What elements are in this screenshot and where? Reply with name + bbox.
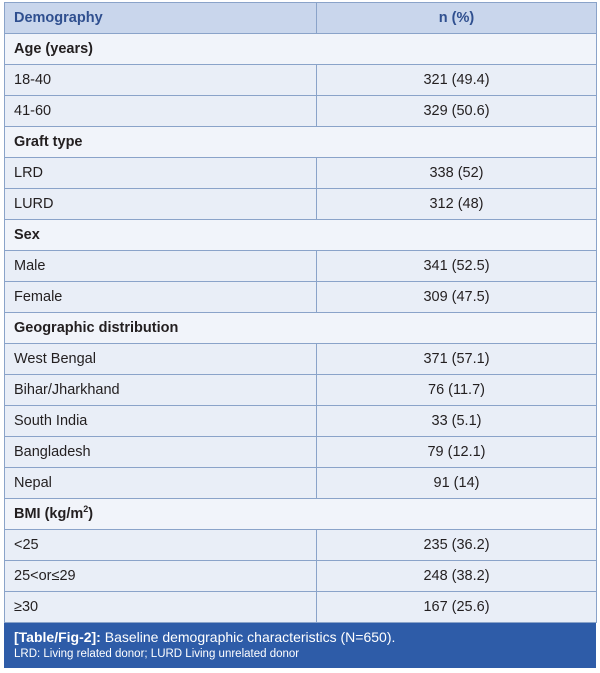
row-label: 41-60	[5, 96, 317, 127]
table-row	[5, 437, 597, 468]
header-n-percent: n (%)	[317, 3, 597, 34]
row-label: Bihar/Jharkhand	[5, 375, 317, 406]
row-label: Nepal	[5, 468, 317, 499]
row-value: 329 (50.6)	[317, 96, 597, 127]
row-value: 309 (47.5)	[317, 282, 597, 313]
section-title	[5, 127, 597, 158]
row-value: 33 (5.1)	[317, 406, 597, 437]
table-row	[5, 468, 597, 499]
caption-text: Baseline demographic characteristics (N=650).	[100, 629, 396, 645]
section-row	[5, 220, 597, 251]
section-title-text: Age (years)	[14, 40, 93, 57]
section-title	[5, 34, 597, 65]
row-label: South India	[5, 406, 317, 437]
section-row	[5, 127, 597, 158]
section-title-text: Geographic distribution	[14, 319, 179, 336]
row-value: 338 (52)	[317, 158, 597, 189]
row-label: Male	[5, 251, 317, 282]
row-label: West Bengal	[5, 344, 317, 375]
table-row	[5, 65, 597, 96]
section-title	[5, 220, 597, 251]
table-row	[5, 96, 597, 127]
row-value: 341 (52.5)	[317, 251, 597, 282]
row-label: Bangladesh	[5, 437, 317, 468]
row-value: 371 (57.1)	[317, 344, 597, 375]
section-title	[5, 499, 597, 530]
section-title-text: Sex	[14, 226, 40, 243]
table-row	[5, 282, 597, 313]
row-value: 312 (48)	[317, 189, 597, 220]
section-title-superscript: 2	[83, 503, 89, 514]
row-value: 91 (14)	[317, 468, 597, 499]
section-row	[5, 499, 597, 530]
row-value: 79 (12.1)	[317, 437, 597, 468]
table-row	[5, 561, 597, 592]
section-row	[5, 34, 597, 65]
row-label: <25	[5, 530, 317, 561]
row-label: 18-40	[5, 65, 317, 96]
row-value: 248 (38.2)	[317, 561, 597, 592]
row-value: 235 (36.2)	[317, 530, 597, 561]
table-header-row	[5, 3, 597, 34]
table-body	[5, 34, 597, 623]
section-title-text: BMI (kg/m	[14, 505, 84, 522]
table-row	[5, 530, 597, 561]
table-row	[5, 189, 597, 220]
table-row	[5, 251, 597, 282]
table-row	[5, 344, 597, 375]
caption-main	[14, 628, 586, 646]
section-title-text: Graft type	[14, 133, 83, 150]
row-label: ≥30	[5, 592, 317, 623]
section-title-suffix: )	[88, 505, 94, 522]
caption-label: [Table/Fig-2]:	[14, 629, 101, 645]
section-row	[5, 313, 597, 344]
row-label: LURD	[5, 189, 317, 220]
table-figure	[4, 2, 596, 668]
row-value: 167 (25.6)	[317, 592, 597, 623]
row-label: LRD	[5, 158, 317, 189]
row-value: 76 (11.7)	[317, 375, 597, 406]
row-label: Female	[5, 282, 317, 313]
row-value: 321 (49.4)	[317, 65, 597, 96]
caption-note: LRD: Living related donor; LURD Living unrelated donor	[14, 648, 300, 660]
table-caption	[4, 623, 596, 668]
row-label: 25<or≤29	[5, 561, 317, 592]
table-row	[5, 158, 597, 189]
table-row	[5, 375, 597, 406]
table-row	[5, 406, 597, 437]
demographics-table	[4, 2, 597, 623]
section-title	[5, 313, 597, 344]
header-demography: Demography	[5, 3, 317, 34]
table-row	[5, 592, 597, 623]
